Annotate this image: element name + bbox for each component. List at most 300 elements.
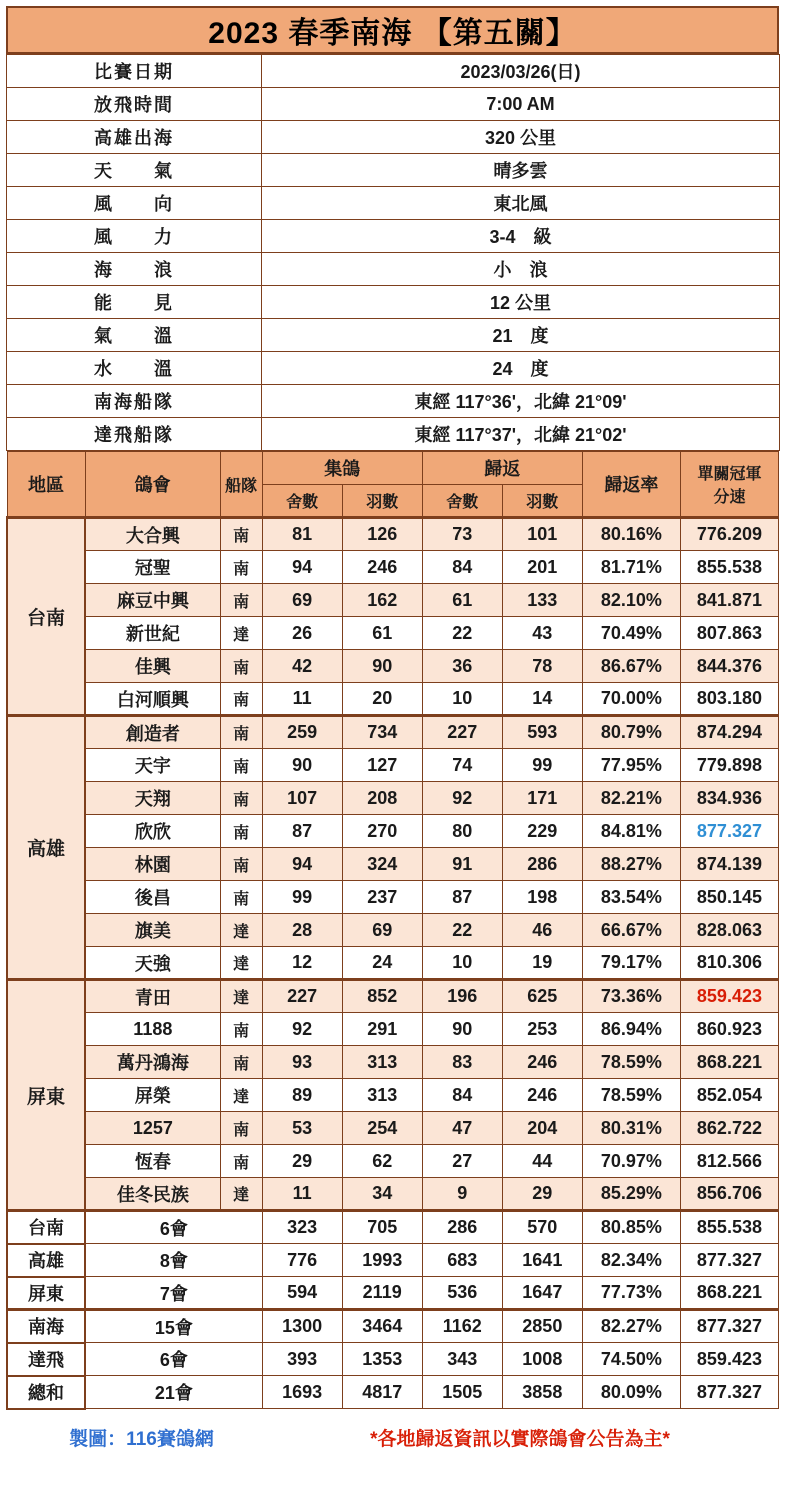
return-birds: 593 — [502, 716, 582, 749]
collect-birds: 246 — [342, 551, 422, 584]
summary-collect-sheds: 393 — [262, 1343, 342, 1376]
header-champion-line1: 單關冠軍 — [697, 466, 762, 483]
return-birds: 46 — [502, 914, 582, 947]
summary-collect-birds: 2119 — [342, 1277, 422, 1310]
return-rate: 86.94% — [582, 1013, 680, 1046]
table-row — [7, 584, 779, 617]
header-return-birds: 羽數 — [502, 485, 582, 518]
return-rate: 80.16% — [582, 518, 680, 551]
return-sheds: 91 — [422, 848, 502, 881]
info-value: 320 公里 — [262, 121, 780, 154]
table-row — [7, 551, 779, 584]
summary-collect-sheds: 323 — [262, 1211, 342, 1244]
champion-speed: 859.423 — [680, 980, 778, 1013]
fleet-badge: 達 — [220, 1178, 262, 1211]
champion-speed: 807.863 — [680, 617, 778, 650]
collect-birds: 126 — [342, 518, 422, 551]
collect-birds: 69 — [342, 914, 422, 947]
collect-birds: 162 — [342, 584, 422, 617]
return-rate: 81.71% — [582, 551, 680, 584]
summary-row — [7, 1310, 779, 1343]
club-name: 後昌 — [85, 881, 220, 914]
return-sheds: 9 — [422, 1178, 502, 1211]
summary-rate: 82.34% — [582, 1244, 680, 1277]
collect-birds: 313 — [342, 1046, 422, 1079]
return-rate: 84.81% — [582, 815, 680, 848]
fleet-badge: 達 — [220, 980, 262, 1013]
fleet-badge: 南 — [220, 1112, 262, 1145]
return-birds: 246 — [502, 1079, 582, 1112]
header-collect: 集鴿 — [262, 452, 422, 485]
collect-sheds: 227 — [262, 980, 342, 1013]
info-label: 風 向 — [7, 187, 262, 220]
summary-return-birds: 1008 — [502, 1343, 582, 1376]
collect-sheds: 11 — [262, 683, 342, 716]
collect-sheds: 11 — [262, 1178, 342, 1211]
fleet-badge: 南 — [220, 1145, 262, 1178]
header-champion-speed — [680, 452, 778, 518]
footer-credit: 製圖：116賽鴿網 — [69, 1428, 214, 1450]
info-label: 水 溫 — [7, 352, 262, 385]
collect-sheds: 53 — [262, 1112, 342, 1145]
return-sheds: 61 — [422, 584, 502, 617]
table-row — [7, 815, 779, 848]
header-return: 歸返 — [422, 452, 582, 485]
return-birds: 171 — [502, 782, 582, 815]
table-row — [7, 914, 779, 947]
summary-return-sheds: 286 — [422, 1211, 502, 1244]
summary-rate: 74.50% — [582, 1343, 680, 1376]
club-name: 天翔 — [85, 782, 220, 815]
summary-collect-birds: 1353 — [342, 1343, 422, 1376]
return-sheds: 84 — [422, 551, 502, 584]
collect-sheds: 99 — [262, 881, 342, 914]
collect-sheds: 94 — [262, 551, 342, 584]
return-rate: 83.54% — [582, 881, 680, 914]
info-row — [7, 220, 780, 253]
return-sheds: 27 — [422, 1145, 502, 1178]
summary-rate: 80.09% — [582, 1376, 680, 1409]
summary-collect-sheds: 594 — [262, 1277, 342, 1310]
return-sheds: 10 — [422, 947, 502, 980]
return-sheds: 36 — [422, 650, 502, 683]
info-label: 海 浪 — [7, 253, 262, 286]
collect-birds: 291 — [342, 1013, 422, 1046]
info-row — [7, 154, 780, 187]
summary-label: 高雄 — [7, 1244, 85, 1277]
return-sheds: 74 — [422, 749, 502, 782]
header-return-sheds: 舍數 — [422, 485, 502, 518]
return-sheds: 227 — [422, 716, 502, 749]
return-rate: 70.49% — [582, 617, 680, 650]
summary-count: 21會 — [85, 1376, 262, 1409]
summary-row — [7, 1343, 779, 1376]
club-name: 欣欣 — [85, 815, 220, 848]
return-birds: 78 — [502, 650, 582, 683]
info-row — [7, 187, 780, 220]
info-label: 比賽日期 — [7, 55, 262, 88]
results-header-row-1 — [7, 452, 779, 485]
champion-speed: 776.209 — [680, 518, 778, 551]
champion-speed: 877.327 — [680, 815, 778, 848]
summary-collect-birds: 1993 — [342, 1244, 422, 1277]
summary-count: 6會 — [85, 1343, 262, 1376]
club-name: 旗美 — [85, 914, 220, 947]
collect-sheds: 89 — [262, 1079, 342, 1112]
return-rate: 85.29% — [582, 1178, 680, 1211]
table-row — [7, 980, 779, 1013]
return-birds: 625 — [502, 980, 582, 1013]
region-cell: 高雄 — [7, 716, 85, 980]
club-name: 1257 — [85, 1112, 220, 1145]
return-birds: 43 — [502, 617, 582, 650]
collect-sheds: 81 — [262, 518, 342, 551]
summary-return-birds: 2850 — [502, 1310, 582, 1343]
return-birds: 101 — [502, 518, 582, 551]
info-value: 7:00 AM — [262, 88, 780, 121]
header-club: 鴿會 — [85, 452, 220, 518]
info-label: 風 力 — [7, 220, 262, 253]
summary-speed: 877.327 — [680, 1244, 778, 1277]
summary-row — [7, 1244, 779, 1277]
champion-speed: 803.180 — [680, 683, 778, 716]
summary-rate: 82.27% — [582, 1310, 680, 1343]
return-rate: 70.00% — [582, 683, 680, 716]
return-sheds: 84 — [422, 1079, 502, 1112]
return-birds: 14 — [502, 683, 582, 716]
return-sheds: 87 — [422, 881, 502, 914]
info-label: 高雄出海 — [7, 121, 262, 154]
return-sheds: 10 — [422, 683, 502, 716]
collect-birds: 62 — [342, 1145, 422, 1178]
header-collect-sheds: 舍數 — [262, 485, 342, 518]
champion-speed: 828.063 — [680, 914, 778, 947]
return-birds: 253 — [502, 1013, 582, 1046]
collect-birds: 90 — [342, 650, 422, 683]
header-fleet: 船隊 — [220, 452, 262, 518]
return-birds: 204 — [502, 1112, 582, 1145]
results-table — [6, 451, 779, 1410]
summary-rate: 77.73% — [582, 1277, 680, 1310]
champion-speed: 852.054 — [680, 1079, 778, 1112]
return-rate: 73.36% — [582, 980, 680, 1013]
club-name: 林園 — [85, 848, 220, 881]
return-sheds: 90 — [422, 1013, 502, 1046]
info-value: 東北風 — [262, 187, 780, 220]
return-birds: 286 — [502, 848, 582, 881]
return-rate: 88.27% — [582, 848, 680, 881]
club-name: 天宇 — [85, 749, 220, 782]
summary-label: 總和 — [7, 1376, 85, 1409]
table-row — [7, 848, 779, 881]
fleet-badge: 達 — [220, 617, 262, 650]
info-value: 東經 117°36'，北緯 21°09' — [262, 385, 780, 418]
return-birds: 44 — [502, 1145, 582, 1178]
summary-speed: 855.538 — [680, 1211, 778, 1244]
summary-collect-sheds: 1693 — [262, 1376, 342, 1409]
info-label: 氣 溫 — [7, 319, 262, 352]
club-name: 創造者 — [85, 716, 220, 749]
return-birds: 99 — [502, 749, 582, 782]
race-info-table — [6, 54, 780, 451]
summary-return-birds: 3858 — [502, 1376, 582, 1409]
collect-birds: 270 — [342, 815, 422, 848]
return-rate: 79.17% — [582, 947, 680, 980]
fleet-badge: 達 — [220, 1079, 262, 1112]
summary-collect-sheds: 776 — [262, 1244, 342, 1277]
champion-speed: 812.566 — [680, 1145, 778, 1178]
summary-return-sheds: 1162 — [422, 1310, 502, 1343]
info-value: 24 度 — [262, 352, 780, 385]
summary-return-sheds: 536 — [422, 1277, 502, 1310]
champion-speed: 779.898 — [680, 749, 778, 782]
info-row — [7, 418, 780, 451]
return-sheds: 80 — [422, 815, 502, 848]
champion-speed: 868.221 — [680, 1046, 778, 1079]
collect-birds: 208 — [342, 782, 422, 815]
return-rate: 70.97% — [582, 1145, 680, 1178]
page-title: 2023 春季南海 【第五關】 — [7, 7, 778, 53]
fleet-badge: 南 — [220, 1013, 262, 1046]
fleet-badge: 南 — [220, 749, 262, 782]
return-rate: 66.67% — [582, 914, 680, 947]
return-rate: 80.79% — [582, 716, 680, 749]
collect-birds: 34 — [342, 1178, 422, 1211]
info-row — [7, 286, 780, 319]
champion-speed: 844.376 — [680, 650, 778, 683]
club-name: 佳興 — [85, 650, 220, 683]
summary-label: 屏東 — [7, 1277, 85, 1310]
summary-label: 南海 — [7, 1310, 85, 1343]
header-champion-line2: 分速 — [713, 489, 746, 506]
club-name: 1188 — [85, 1013, 220, 1046]
champion-speed: 834.936 — [680, 782, 778, 815]
table-row — [7, 1046, 779, 1079]
table-row — [7, 1145, 779, 1178]
return-rate: 78.59% — [582, 1079, 680, 1112]
region-cell: 台南 — [7, 518, 85, 716]
info-row — [7, 319, 780, 352]
return-birds: 229 — [502, 815, 582, 848]
info-row — [7, 385, 780, 418]
return-sheds: 73 — [422, 518, 502, 551]
return-birds: 133 — [502, 584, 582, 617]
summary-return-sheds: 343 — [422, 1343, 502, 1376]
info-value: 晴多雲 — [262, 154, 780, 187]
return-rate: 80.31% — [582, 1112, 680, 1145]
summary-return-sheds: 683 — [422, 1244, 502, 1277]
header-collect-birds: 羽數 — [342, 485, 422, 518]
table-row — [7, 650, 779, 683]
info-label: 天 氣 — [7, 154, 262, 187]
table-row — [7, 881, 779, 914]
summary-speed: 868.221 — [680, 1277, 778, 1310]
info-label: 達飛船隊 — [7, 418, 262, 451]
fleet-badge: 南 — [220, 815, 262, 848]
return-birds: 198 — [502, 881, 582, 914]
table-row — [7, 782, 779, 815]
info-row — [7, 88, 780, 121]
champion-speed: 874.139 — [680, 848, 778, 881]
info-row — [7, 352, 780, 385]
collect-birds: 734 — [342, 716, 422, 749]
info-value: 小 浪 — [262, 253, 780, 286]
club-name: 大合興 — [85, 518, 220, 551]
fleet-badge: 南 — [220, 881, 262, 914]
summary-collect-birds: 705 — [342, 1211, 422, 1244]
return-rate: 82.21% — [582, 782, 680, 815]
club-name: 屏榮 — [85, 1079, 220, 1112]
summary-count: 8會 — [85, 1244, 262, 1277]
fleet-badge: 南 — [220, 518, 262, 551]
summary-collect-birds: 3464 — [342, 1310, 422, 1343]
summary-count: 15會 — [85, 1310, 262, 1343]
summary-row — [7, 1211, 779, 1244]
header-region: 地區 — [7, 452, 85, 518]
collect-birds: 127 — [342, 749, 422, 782]
return-sheds: 196 — [422, 980, 502, 1013]
table-row — [7, 518, 779, 551]
return-birds: 29 — [502, 1178, 582, 1211]
table-row — [7, 1112, 779, 1145]
info-value: 21 度 — [262, 319, 780, 352]
fleet-badge: 南 — [220, 848, 262, 881]
summary-rate: 80.85% — [582, 1211, 680, 1244]
fleet-badge: 南 — [220, 683, 262, 716]
collect-sheds: 29 — [262, 1145, 342, 1178]
table-row — [7, 617, 779, 650]
return-rate: 78.59% — [582, 1046, 680, 1079]
fleet-badge: 達 — [220, 947, 262, 980]
table-row — [7, 947, 779, 980]
summary-return-birds: 570 — [502, 1211, 582, 1244]
champion-speed: 841.871 — [680, 584, 778, 617]
summary-row — [7, 1376, 779, 1409]
club-name: 麻豆中興 — [85, 584, 220, 617]
collect-birds: 61 — [342, 617, 422, 650]
return-sheds: 83 — [422, 1046, 502, 1079]
summary-label: 達飛 — [7, 1343, 85, 1376]
summary-speed: 877.327 — [680, 1310, 778, 1343]
collect-sheds: 93 — [262, 1046, 342, 1079]
collect-birds: 24 — [342, 947, 422, 980]
champion-speed: 860.923 — [680, 1013, 778, 1046]
summary-collect-birds: 4817 — [342, 1376, 422, 1409]
info-value: 3-4 級 — [262, 220, 780, 253]
summary-return-sheds: 1505 — [422, 1376, 502, 1409]
collect-sheds: 94 — [262, 848, 342, 881]
fleet-badge: 南 — [220, 551, 262, 584]
collect-birds: 20 — [342, 683, 422, 716]
table-row — [7, 716, 779, 749]
collect-birds: 852 — [342, 980, 422, 1013]
table-row — [7, 1178, 779, 1211]
fleet-badge: 南 — [220, 1046, 262, 1079]
fleet-badge: 南 — [220, 584, 262, 617]
race-report-table — [6, 6, 779, 54]
club-name: 冠聖 — [85, 551, 220, 584]
club-name: 恆春 — [85, 1145, 220, 1178]
collect-birds: 324 — [342, 848, 422, 881]
table-row — [7, 683, 779, 716]
collect-sheds: 69 — [262, 584, 342, 617]
summary-label: 台南 — [7, 1211, 85, 1244]
summary-count: 7會 — [85, 1277, 262, 1310]
table-row — [7, 749, 779, 782]
club-name: 白河順興 — [85, 683, 220, 716]
fleet-badge: 南 — [220, 650, 262, 683]
return-rate: 77.95% — [582, 749, 680, 782]
collect-sheds: 26 — [262, 617, 342, 650]
collect-sheds: 42 — [262, 650, 342, 683]
footer — [6, 1424, 779, 1451]
summary-return-birds: 1647 — [502, 1277, 582, 1310]
collect-sheds: 259 — [262, 716, 342, 749]
info-label: 南海船隊 — [7, 385, 262, 418]
fleet-badge: 南 — [220, 782, 262, 815]
club-name: 青田 — [85, 980, 220, 1013]
collect-sheds: 87 — [262, 815, 342, 848]
collect-sheds: 28 — [262, 914, 342, 947]
club-name: 萬丹鴻海 — [85, 1046, 220, 1079]
summary-speed: 877.327 — [680, 1376, 778, 1409]
champion-speed: 862.722 — [680, 1112, 778, 1145]
summary-row — [7, 1277, 779, 1310]
table-row — [7, 1079, 779, 1112]
fleet-badge: 南 — [220, 716, 262, 749]
club-name: 新世紀 — [85, 617, 220, 650]
return-sheds: 47 — [422, 1112, 502, 1145]
collect-sheds: 107 — [262, 782, 342, 815]
info-label: 放飛時間 — [7, 88, 262, 121]
info-row — [7, 253, 780, 286]
footer-note: *各地歸返資訊以實際鴿會公告為主* — [370, 1428, 670, 1450]
summary-collect-sheds: 1300 — [262, 1310, 342, 1343]
collect-birds: 254 — [342, 1112, 422, 1145]
champion-speed: 874.294 — [680, 716, 778, 749]
champion-speed: 810.306 — [680, 947, 778, 980]
collect-sheds: 92 — [262, 1013, 342, 1046]
return-rate: 82.10% — [582, 584, 680, 617]
info-value: 2023/03/26(日) — [262, 55, 780, 88]
info-row — [7, 55, 780, 88]
collect-sheds: 90 — [262, 749, 342, 782]
info-row — [7, 121, 780, 154]
club-name: 佳冬民族 — [85, 1178, 220, 1211]
info-value: 12 公里 — [262, 286, 780, 319]
summary-speed: 859.423 — [680, 1343, 778, 1376]
region-cell: 屏東 — [7, 980, 85, 1211]
table-row — [7, 1013, 779, 1046]
champion-speed: 850.145 — [680, 881, 778, 914]
champion-speed: 855.538 — [680, 551, 778, 584]
return-rate: 86.67% — [582, 650, 680, 683]
summary-return-birds: 1641 — [502, 1244, 582, 1277]
club-name: 天強 — [85, 947, 220, 980]
collect-birds: 313 — [342, 1079, 422, 1112]
return-birds: 19 — [502, 947, 582, 980]
return-birds: 246 — [502, 1046, 582, 1079]
fleet-badge: 達 — [220, 914, 262, 947]
return-sheds: 22 — [422, 617, 502, 650]
return-sheds: 92 — [422, 782, 502, 815]
collect-sheds: 12 — [262, 947, 342, 980]
return-birds: 201 — [502, 551, 582, 584]
collect-birds: 237 — [342, 881, 422, 914]
header-rate: 歸返率 — [582, 452, 680, 518]
summary-count: 6會 — [85, 1211, 262, 1244]
champion-speed: 856.706 — [680, 1178, 778, 1211]
